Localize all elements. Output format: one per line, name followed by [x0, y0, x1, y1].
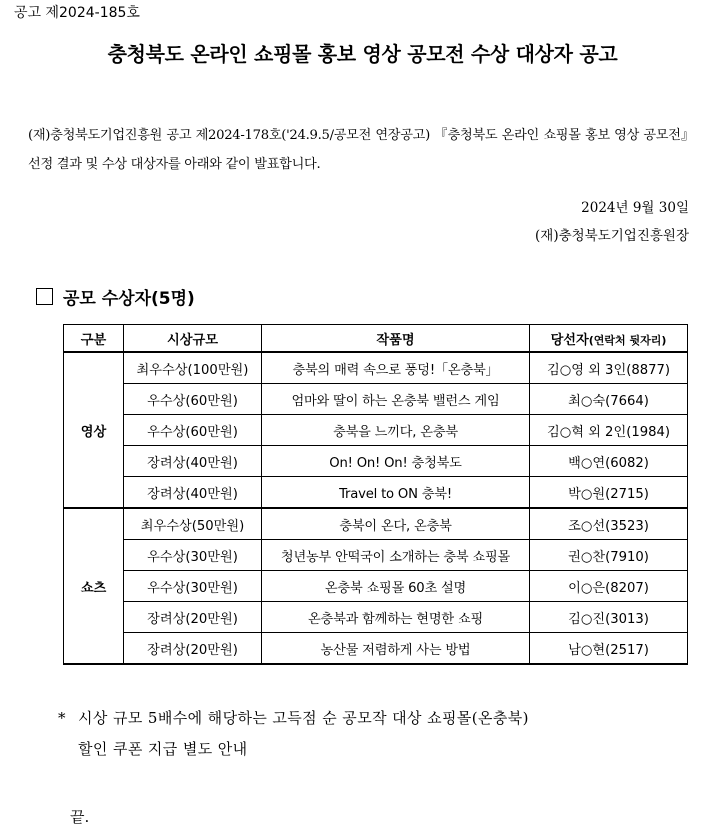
winners-table — [63, 324, 688, 665]
footnote-marker: * — [58, 709, 66, 727]
award-cell: 장려상(20만원) — [124, 602, 262, 633]
category-cell: 영상 — [64, 352, 124, 508]
winner-cell: 조○선(3523) — [530, 508, 688, 540]
award-cell: 우수상(60만원) — [124, 415, 262, 446]
checkbox-square-icon — [36, 288, 53, 305]
table-row — [64, 540, 688, 571]
table-row — [64, 633, 688, 665]
work-cell: 농산물 저렴하게 사는 방법 — [262, 633, 530, 665]
work-cell: 충북을 느끼다, 온충북 — [262, 415, 530, 446]
table-header-row — [64, 325, 688, 353]
winner-cell: 김○영 외 3인(8877) — [530, 352, 688, 384]
header-work: 작품명 — [262, 325, 530, 353]
award-cell: 장려상(40만원) — [124, 477, 262, 509]
category-cell: 쇼츠 — [64, 508, 124, 664]
winner-cell: 이○은(8207) — [530, 571, 688, 602]
work-cell: 청년농부 안떡국이 소개하는 충북 쇼핑몰 — [262, 540, 530, 571]
document-title: 충청북도 온라인 쇼핑몰 홍보 영상 공모전 수상 대상자 공고 — [107, 42, 618, 66]
winner-cell: 김○혁 외 2인(1984) — [530, 415, 688, 446]
notice-date: 2024년 9월 30일 — [581, 200, 689, 216]
section-heading — [36, 284, 195, 309]
work-cell: On! On! On! 충청북도 — [262, 446, 530, 477]
intro-paragraph: (재)충청북도기업진흥원 공고 제2024-178호('24.9.5/공모전 연장공고) 『충청북도 온라인 쇼핑몰 홍보 영상 공모전』 선정 결과 및 수상 대상자를 아래와 같이 발표합니다. — [28, 128, 694, 172]
award-cell: 최우수상(100만원) — [124, 352, 262, 384]
award-cell: 우수상(60만원) — [124, 384, 262, 415]
table-row — [64, 352, 688, 384]
work-cell: 엄마와 딸이 하는 온충북 밸런스 게임 — [262, 384, 530, 415]
header-winner-label: 당선자 — [550, 332, 589, 348]
footnote — [58, 703, 686, 765]
award-cell: 장려상(20만원) — [124, 633, 262, 665]
table-row — [64, 446, 688, 477]
award-cell: 최우수상(50만원) — [124, 508, 262, 540]
award-cell: 우수상(30만원) — [124, 571, 262, 602]
table-row — [64, 477, 688, 509]
table-row — [64, 415, 688, 446]
footnote-line-1: 시상 규모 5배수에 해당하는 고득점 순 공모작 대상 쇼핑몰(온충북) — [78, 709, 529, 727]
winner-cell: 김○진(3013) — [530, 602, 688, 633]
header-category: 구분 — [64, 325, 124, 353]
award-cell: 우수상(30만원) — [124, 540, 262, 571]
table-row — [64, 602, 688, 633]
winner-cell: 백○연(6082) — [530, 446, 688, 477]
work-cell: 충북의 매력 속으로 풍덩!「온충북」 — [262, 352, 530, 384]
footnote-line-2: 할인 쿠폰 지급 별도 안내 — [78, 740, 248, 758]
end-mark: 끝. — [70, 808, 90, 826]
header-winner-note: (연락처 뒷자리) — [588, 333, 667, 347]
work-cell: 충북이 온다, 온충북 — [262, 508, 530, 540]
section-heading-label: 공모 수상자(5명) — [63, 289, 195, 309]
work-cell: 온충북과 함께하는 현명한 쇼핑 — [262, 602, 530, 633]
winner-cell: 권○찬(7910) — [530, 540, 688, 571]
header-winner — [530, 325, 688, 353]
notice-number: 공고 제2024-185호 — [14, 5, 140, 21]
winner-cell: 남○현(2517) — [530, 633, 688, 665]
work-cell: 온충북 쇼핑몰 60초 설명 — [262, 571, 530, 602]
winner-cell: 최○숙(7664) — [530, 384, 688, 415]
work-cell: Travel to ON 충북! — [262, 477, 530, 509]
award-cell: 장려상(40만원) — [124, 446, 262, 477]
table-row — [64, 571, 688, 602]
table-row — [64, 508, 688, 540]
issuer-name: (재)충청북도기업진흥원장 — [535, 228, 689, 244]
header-award: 시상규모 — [124, 325, 262, 353]
winner-cell: 박○원(2715) — [530, 477, 688, 509]
table-body — [64, 352, 688, 664]
table-row — [64, 384, 688, 415]
